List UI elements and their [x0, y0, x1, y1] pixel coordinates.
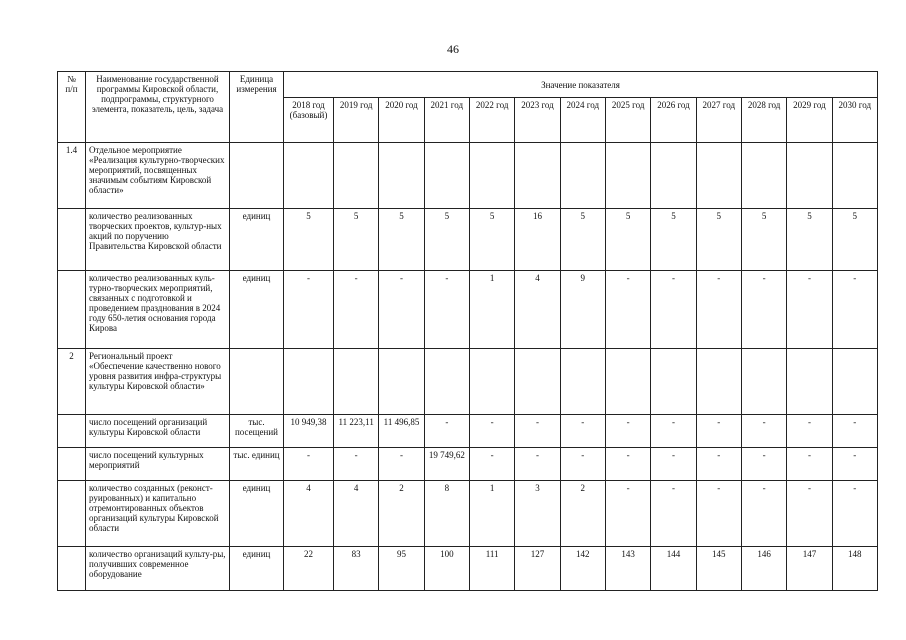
row-value	[741, 349, 786, 415]
row-value	[334, 349, 379, 415]
row-number	[58, 481, 86, 547]
row-name: количество организаций культу-ры, получивших современное оборудование	[86, 547, 230, 591]
row-value: -	[787, 481, 832, 547]
header-row-1	[58, 72, 878, 98]
row-name: количество реализованных куль-турно-творческих мероприятий, связанных с подготовкой и проведением празднования в 2024 году 650-летия основания города Кирова	[86, 271, 230, 349]
row-number	[58, 448, 86, 481]
row-number: 1.4	[58, 143, 86, 209]
row-number	[58, 209, 86, 271]
row-value	[696, 143, 741, 209]
row-value	[651, 349, 696, 415]
row-value	[284, 143, 334, 209]
row-value: -	[696, 271, 741, 349]
row-value: -	[424, 415, 469, 448]
row-value: -	[787, 415, 832, 448]
row-name: Региональный проект «Обеспечение качественно нового уровня развития инфра-структуры культуры Кировской области»	[86, 349, 230, 415]
row-value: -	[469, 415, 514, 448]
row-value: 22	[284, 547, 334, 591]
row-value: 1	[469, 271, 514, 349]
header-unit: Единица измерения	[230, 72, 284, 143]
row-value: -	[605, 271, 650, 349]
table-row	[58, 481, 878, 547]
header-year: 2019 год	[334, 98, 379, 143]
row-value: 5	[334, 209, 379, 271]
row-unit: единиц	[230, 209, 284, 271]
row-value: -	[741, 448, 786, 481]
row-number	[58, 415, 86, 448]
row-value: 127	[515, 547, 560, 591]
row-value	[379, 349, 424, 415]
row-value: 2	[560, 481, 605, 547]
table-row	[58, 143, 878, 209]
row-value: 16	[515, 209, 560, 271]
header-year: 2028 год	[741, 98, 786, 143]
row-value: -	[284, 271, 334, 349]
row-name: Отдельное мероприятие «Реализация культурно-творческих мероприятий, посвященных значимым событиям Кировской области»	[86, 143, 230, 209]
row-value: 8	[424, 481, 469, 547]
row-value: 143	[605, 547, 650, 591]
row-value: -	[560, 448, 605, 481]
row-value: -	[379, 271, 424, 349]
row-unit	[230, 349, 284, 415]
row-name: число посещений организаций культуры Кировской области	[86, 415, 230, 448]
row-value	[515, 143, 560, 209]
row-value: 11 223,11	[334, 415, 379, 448]
row-value	[741, 143, 786, 209]
row-value: 111	[469, 547, 514, 591]
row-value: -	[651, 448, 696, 481]
row-number: 2	[58, 349, 86, 415]
row-value: 100	[424, 547, 469, 591]
row-value: 5	[787, 209, 832, 271]
row-value	[651, 143, 696, 209]
row-value: -	[605, 415, 650, 448]
row-value: -	[334, 271, 379, 349]
row-value: 4	[334, 481, 379, 547]
row-value: 148	[832, 547, 877, 591]
row-value: 5	[696, 209, 741, 271]
row-value	[832, 143, 877, 209]
header-year: 2030 год	[832, 98, 877, 143]
row-value	[605, 349, 650, 415]
row-name: количество созданных (реконст-руированных) и капитально отремонтированных объектов организаций культуры Кировской области	[86, 481, 230, 547]
row-value: 11 496,85	[379, 415, 424, 448]
row-number	[58, 271, 86, 349]
row-value	[284, 349, 334, 415]
row-value	[334, 143, 379, 209]
row-value: 5	[741, 209, 786, 271]
row-value: 144	[651, 547, 696, 591]
row-value: 5	[469, 209, 514, 271]
row-value: -	[832, 448, 877, 481]
row-value: -	[741, 271, 786, 349]
row-value	[469, 349, 514, 415]
row-value: -	[832, 271, 877, 349]
header-year: 2020 год	[379, 98, 424, 143]
header-num: № п/п	[58, 72, 86, 143]
row-name: число посещений культурных мероприятий	[86, 448, 230, 481]
row-value: -	[651, 415, 696, 448]
header-year: 2023 год	[515, 98, 560, 143]
row-value: 9	[560, 271, 605, 349]
row-value: 5	[651, 209, 696, 271]
header-year: 2018 год (базовый)	[284, 98, 334, 143]
indicator-table	[57, 71, 878, 591]
table-row	[58, 448, 878, 481]
row-unit: тыс. посещений	[230, 415, 284, 448]
header-year: 2025 год	[605, 98, 650, 143]
row-name: количество реализованных творческих проектов, культур-ных акций по поручению Правительства Кировской области	[86, 209, 230, 271]
table-row	[58, 349, 878, 415]
row-value	[424, 143, 469, 209]
row-value	[515, 349, 560, 415]
row-unit: единиц	[230, 271, 284, 349]
row-unit	[230, 143, 284, 209]
row-value: 2	[379, 481, 424, 547]
row-value: 95	[379, 547, 424, 591]
row-unit: тыс. единиц	[230, 448, 284, 481]
row-value: 5	[560, 209, 605, 271]
row-value: 146	[741, 547, 786, 591]
row-value: -	[832, 481, 877, 547]
row-value: 5	[284, 209, 334, 271]
row-value: -	[605, 481, 650, 547]
row-value: -	[515, 415, 560, 448]
header-year: 2026 год	[651, 98, 696, 143]
header-name: Наименование государственной программы Кировской области, подпрограммы, структурного элемента, показатель, цель, задача	[86, 72, 230, 143]
row-value: 5	[605, 209, 650, 271]
row-value: 4	[284, 481, 334, 547]
header-value: Значение показателя	[284, 72, 878, 98]
row-value	[787, 349, 832, 415]
row-value: -	[651, 481, 696, 547]
header-year: 2027 год	[696, 98, 741, 143]
table-row	[58, 209, 878, 271]
row-value	[560, 143, 605, 209]
row-value: 145	[696, 547, 741, 591]
row-value: -	[605, 448, 650, 481]
row-value: -	[284, 448, 334, 481]
row-value: 5	[424, 209, 469, 271]
row-value	[560, 349, 605, 415]
header-year: 2022 год	[469, 98, 514, 143]
row-value: -	[560, 415, 605, 448]
row-value: -	[424, 271, 469, 349]
row-value: 19 749,62	[424, 448, 469, 481]
table-body	[58, 143, 878, 591]
row-value: -	[469, 448, 514, 481]
row-value: 1	[469, 481, 514, 547]
row-value	[469, 143, 514, 209]
table-row	[58, 547, 878, 591]
table-row	[58, 415, 878, 448]
row-number	[58, 547, 86, 591]
table-row	[58, 271, 878, 349]
row-value: 10 949,38	[284, 415, 334, 448]
row-value: -	[379, 448, 424, 481]
row-value	[787, 143, 832, 209]
row-value: 147	[787, 547, 832, 591]
row-value: -	[741, 481, 786, 547]
row-value: -	[696, 415, 741, 448]
row-value: -	[651, 271, 696, 349]
row-unit: единиц	[230, 547, 284, 591]
row-value: 142	[560, 547, 605, 591]
header-year: 2024 год	[560, 98, 605, 143]
row-value	[832, 349, 877, 415]
row-value: 3	[515, 481, 560, 547]
row-value: 83	[334, 547, 379, 591]
row-value	[379, 143, 424, 209]
row-value: -	[696, 481, 741, 547]
header-year: 2029 год	[787, 98, 832, 143]
row-value: -	[787, 448, 832, 481]
row-value: 5	[379, 209, 424, 271]
row-value: -	[696, 448, 741, 481]
row-value: -	[741, 415, 786, 448]
row-value: 4	[515, 271, 560, 349]
row-value	[696, 349, 741, 415]
row-value: -	[832, 415, 877, 448]
row-value	[424, 349, 469, 415]
row-value: 5	[832, 209, 877, 271]
page-number: 46	[447, 42, 459, 56]
row-value: -	[515, 448, 560, 481]
row-unit: единиц	[230, 481, 284, 547]
row-value	[605, 143, 650, 209]
row-value: -	[334, 448, 379, 481]
row-value: -	[787, 271, 832, 349]
header-year: 2021 год	[424, 98, 469, 143]
